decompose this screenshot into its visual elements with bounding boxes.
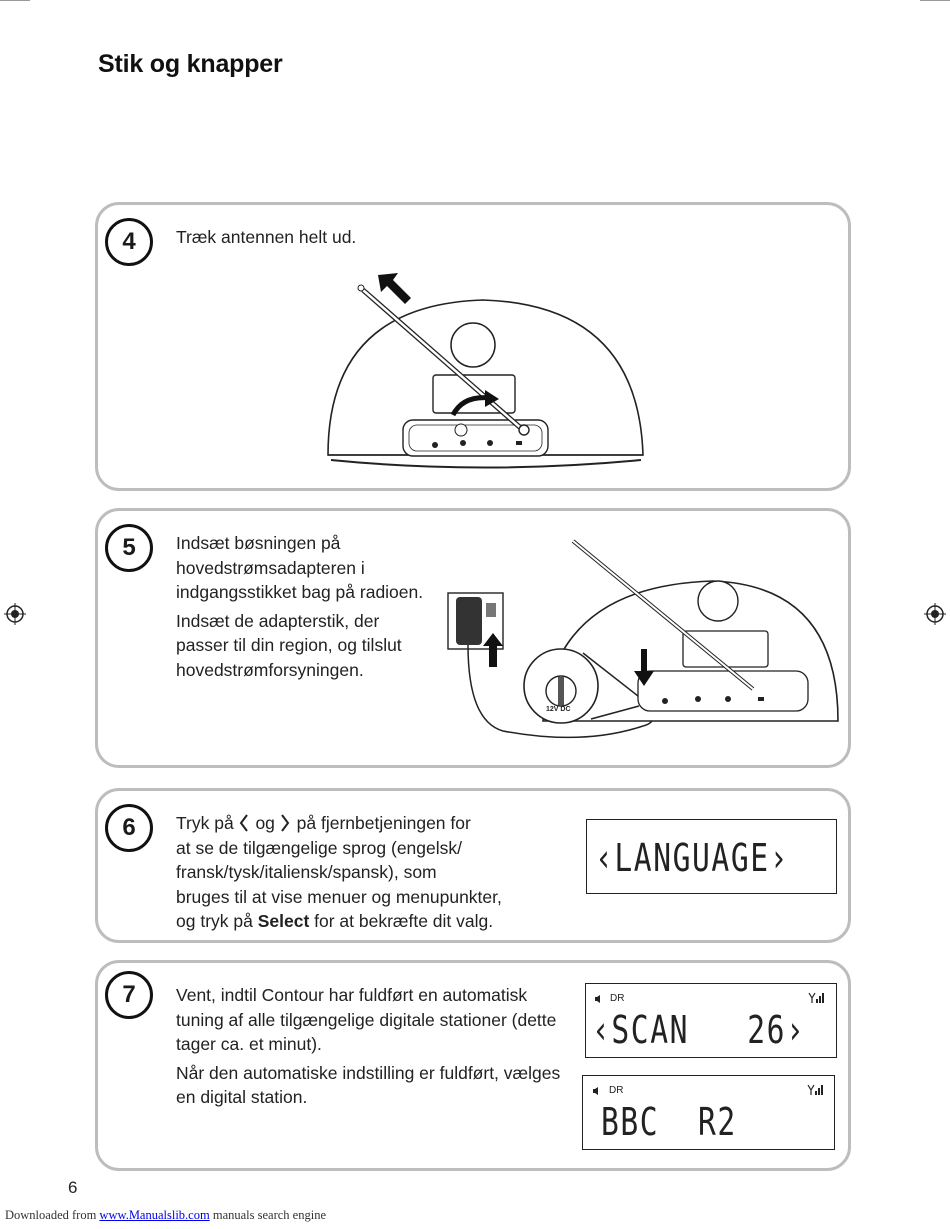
step-number: 4	[105, 218, 153, 266]
step-line: fransk/tysk/italiensk/spansk), som	[176, 862, 437, 883]
step-paragraph: Indsæt bøsningen på hovedstrømsadapteren i indgangsstikket bag på radioen.	[176, 533, 424, 603]
step-line: at se de tilgængelige sprog (engelsk/	[176, 837, 463, 858]
footer-suffix: manuals search engine	[209, 1208, 326, 1222]
step-paragraph: Indsæt de adapterstik, der passer til din region, og tilslut hovedstrømforsyningen.	[176, 610, 402, 680]
crop-mark-left	[0, 0, 30, 1]
step-number: 7	[105, 971, 153, 1019]
step-paragraph: Når den automatiske indstilling er fuldført, vælges en digital station.	[176, 1062, 561, 1108]
download-footer	[5, 1208, 326, 1223]
step-text: Tryk på	[176, 813, 234, 833]
step-5-panel	[95, 508, 851, 768]
step-5-text	[176, 531, 436, 683]
step-7-panel	[95, 960, 851, 1171]
manualslib-link[interactable]: www.Manualslib.com	[99, 1208, 210, 1222]
page-number: 6	[68, 1178, 78, 1197]
chevron-left-icon	[239, 811, 251, 836]
step-6-panel	[95, 788, 851, 943]
step-line	[176, 909, 502, 934]
lcd-text: ‹SCAN 26›	[592, 1008, 806, 1052]
crop-mark-right	[920, 0, 950, 1]
step-paragraph: Vent, indtil Contour har fuldført en automatisk tuning af alle tilgængelige digitale stationer (dette tager ca. et minut).	[176, 985, 557, 1055]
chevron-right-icon	[280, 811, 292, 836]
lcd-tag: DR	[610, 993, 625, 1004]
step-4-panel	[95, 202, 851, 491]
step-number: 5	[105, 524, 153, 572]
step-line: bruges til at vise menuer og menupunkter,	[176, 886, 502, 907]
step-text: for at bekræfte dit valg.	[309, 911, 494, 932]
step-paragraph: Træk antennen helt ud.	[176, 227, 357, 247]
radio-antenna-illustration	[323, 270, 653, 475]
step-7-text	[176, 983, 571, 1110]
power-adapter-illustration	[443, 531, 843, 756]
step-line	[176, 811, 502, 836]
speaker-icon	[592, 1086, 602, 1096]
signal-strength-icon	[807, 1084, 823, 1096]
registration-mark-left	[4, 603, 26, 625]
footer-prefix: Downloaded from	[5, 1208, 100, 1222]
lcd-text: ‹LANGUAGE›	[595, 836, 790, 880]
step-text: og	[255, 813, 275, 833]
lcd-text: BBC R2	[601, 1100, 737, 1144]
step-text: på fjernbetjeningen for	[296, 813, 471, 833]
lcd-display-language	[586, 819, 837, 894]
signal-strength-icon	[808, 992, 824, 1004]
select-key-label: Select	[257, 911, 310, 932]
step-number: 6	[105, 804, 153, 852]
registration-mark-right	[924, 603, 946, 625]
step-4-text	[176, 225, 356, 250]
dc-input-label: 12V DC	[546, 706, 571, 713]
page-title: Stik og knapper	[98, 50, 283, 78]
step-text: og tryk på	[176, 911, 258, 932]
speaker-icon	[594, 994, 604, 1004]
step-6-text	[176, 811, 502, 934]
lcd-display-station	[582, 1075, 835, 1150]
lcd-tag: DR	[609, 1085, 624, 1096]
lcd-display-scan	[585, 983, 837, 1058]
